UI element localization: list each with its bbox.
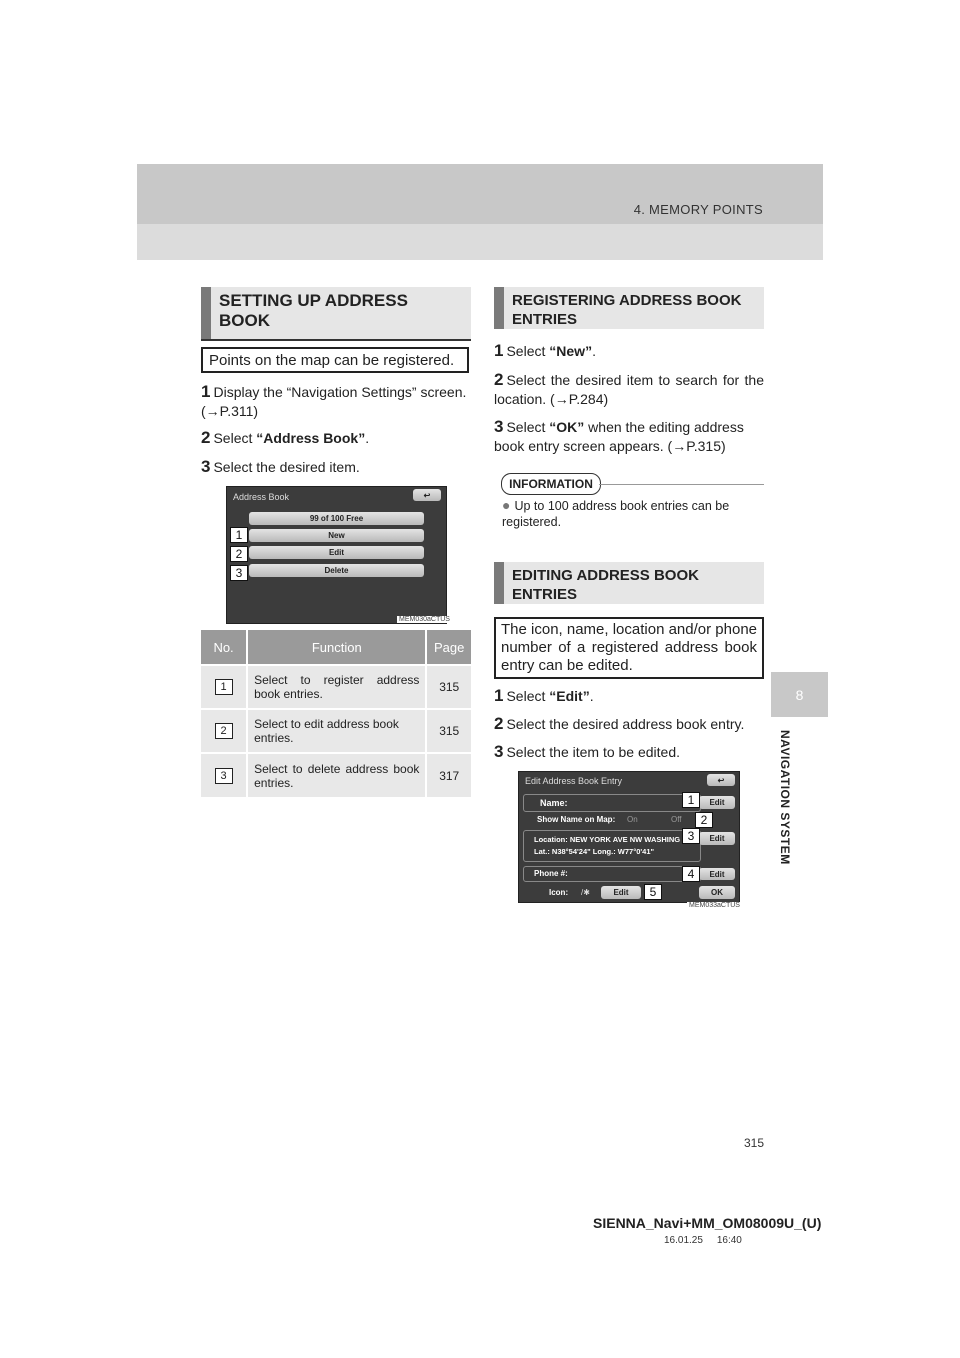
latlong-value: Lat.: N38°54'24" Long.: W77°0'41" — [534, 847, 655, 856]
manual-code: SIENNA_Navi+MM_OM08009U_(U) — [593, 1215, 822, 1231]
step-text: Select the desired item to search for the location. (→P.284) — [494, 372, 764, 407]
heading-rule — [201, 339, 471, 341]
name-row — [523, 794, 701, 812]
step-text: when the editing address book entry screen appears. (→P.315) — [494, 419, 744, 454]
back-arrow-icon: ↩ — [707, 774, 735, 786]
image-code: MEM030aCTUS — [399, 616, 450, 623]
row-page: 315 — [426, 709, 471, 753]
pin-icon: /✱ — [581, 888, 590, 897]
table-row — [201, 753, 471, 797]
step-text: Select — [506, 688, 550, 704]
step-number: 1 — [201, 382, 211, 401]
step-number: 1 — [494, 341, 504, 360]
step-1 — [494, 686, 764, 706]
free-count: 99 of 100 Free — [249, 512, 424, 525]
information-text: Up to 100 address book entries can be registered. — [502, 499, 730, 529]
delete-button: Delete — [249, 564, 424, 577]
section-heading-edit: EDITING ADDRESS BOOK ENTRIES — [494, 562, 764, 604]
intro-box: Points on the map can be registered. — [201, 347, 469, 373]
row-page: 315 — [426, 665, 471, 709]
location-row — [523, 830, 701, 862]
step-number: 2 — [494, 714, 504, 733]
location-value: Location: NEW YORK AVE NW WASHING — [534, 835, 681, 844]
row-number: 3 — [215, 768, 233, 784]
header-subband — [137, 224, 823, 260]
row-page: 317 — [426, 753, 471, 797]
step-text: Select — [213, 430, 257, 446]
step-3 — [201, 457, 471, 477]
edit-name-button: Edit — [699, 796, 735, 809]
step-text: Select the item to be edited. — [506, 744, 681, 760]
screen-title: Edit Address Book Entry — [525, 776, 623, 786]
name-label: Name: — [540, 798, 568, 808]
header-no: No. — [201, 630, 247, 665]
phone-row — [523, 866, 701, 882]
step-2 — [201, 428, 471, 448]
step-bold: “New” — [549, 343, 593, 359]
step-text: Display the “Navigation Settings” screen. (→P.311) — [201, 384, 467, 419]
step-text: Select — [506, 419, 550, 435]
step-text: Select — [506, 343, 550, 359]
print-date: 16.01.25 16:40 — [664, 1235, 742, 1246]
information-note — [502, 497, 762, 530]
bullet-icon: ● — [502, 497, 511, 513]
edit-intro-box: The icon, name, location and/or phone number of a registered address book entry can be edited. — [494, 617, 764, 679]
step-number: 3 — [494, 742, 504, 761]
step-text: Select the desired item. — [213, 459, 360, 475]
row-function: Select to delete address book entries. — [247, 753, 426, 797]
screen-title: Address Book — [233, 492, 290, 502]
icon-label: Icon: — [549, 888, 569, 897]
step-number: 3 — [201, 457, 211, 476]
show-name-label: Show Name on Map: — [537, 815, 616, 824]
edit-phone-button: Edit — [699, 868, 735, 880]
page-number: 315 — [744, 1136, 765, 1150]
information-rule — [599, 484, 764, 485]
callout-1: 1 — [230, 527, 248, 543]
step-text: Select the desired address book entry. — [506, 716, 745, 732]
step-number: 2 — [494, 370, 504, 389]
step-1 — [494, 341, 764, 361]
callout-5: 5 — [644, 884, 662, 900]
callout-1: 1 — [682, 792, 700, 808]
step-1 — [201, 382, 471, 421]
table-row — [201, 709, 471, 753]
row-function: Select to edit address book entries. — [247, 709, 426, 753]
section-heading-setup: SETTING UP ADDRESS BOOK — [201, 287, 471, 339]
step-2 — [494, 370, 764, 409]
step-3 — [494, 417, 764, 456]
step-text: . — [592, 343, 596, 359]
address-book-screenshot — [226, 486, 450, 624]
chapter-title: 4. MEMORY POINTS — [633, 202, 763, 217]
header-function: Function — [247, 630, 426, 665]
callout-3: 3 — [230, 565, 248, 581]
row-function: Select to register address book entries. — [247, 665, 426, 709]
ok-button: OK — [699, 886, 735, 899]
table-row — [201, 665, 471, 709]
side-label-text: NAVIGATION SYSTEM — [778, 730, 792, 865]
chapter-side-label — [776, 730, 798, 930]
step-number: 2 — [201, 428, 211, 447]
edit-icon-button: Edit — [601, 886, 641, 899]
edit-location-button: Edit — [699, 832, 735, 845]
function-table — [201, 630, 471, 797]
header-page: Page — [426, 630, 471, 665]
step-bold: “Edit” — [549, 688, 590, 704]
on-option: On — [627, 815, 638, 824]
step-number: 3 — [494, 417, 504, 436]
step-number: 1 — [494, 686, 504, 705]
callout-4: 4 — [682, 866, 700, 882]
new-button: New — [249, 529, 424, 542]
back-arrow-icon: ↩ — [413, 489, 441, 501]
callout-2: 2 — [230, 546, 248, 562]
step-2 — [494, 714, 769, 734]
section-heading-register: REGISTERING ADDRESS BOOK ENTRIES — [494, 287, 764, 329]
off-option: Off — [671, 815, 682, 824]
table-header-row — [201, 630, 471, 665]
information-label: INFORMATION — [501, 473, 601, 495]
phone-label: Phone #: — [534, 869, 568, 878]
row-number: 1 — [215, 679, 233, 695]
edit-entry-screenshot — [518, 771, 740, 909]
step-bold: “OK” — [549, 419, 585, 435]
step-3 — [494, 742, 764, 762]
chapter-tab: 8 — [771, 672, 828, 717]
image-code: MEM033aCTUS — [689, 902, 740, 909]
step-bold: “Address Book” — [256, 430, 366, 446]
step-text: . — [589, 688, 594, 704]
callout-3: 3 — [682, 828, 700, 844]
callout-2: 2 — [695, 812, 713, 828]
step-text: . — [365, 430, 370, 446]
row-number: 2 — [215, 723, 233, 739]
edit-button: Edit — [249, 546, 424, 559]
